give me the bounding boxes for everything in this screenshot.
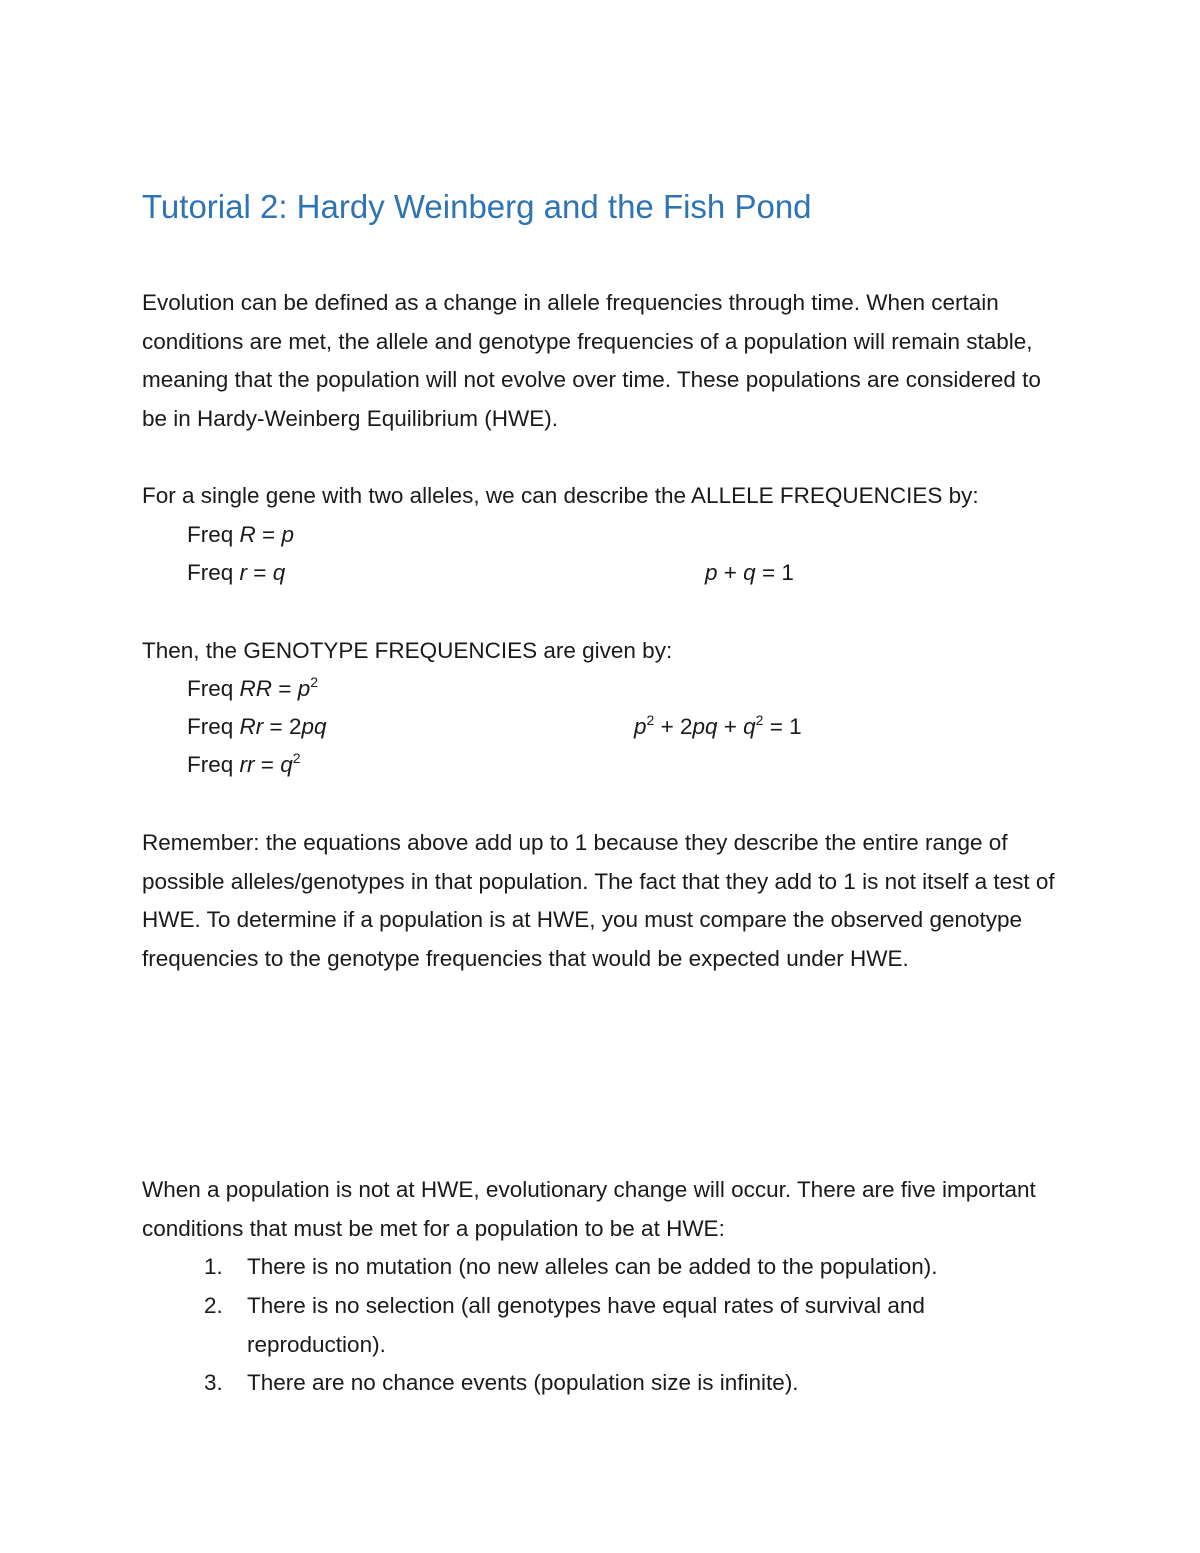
equals-one: = 1: [755, 560, 794, 585]
equals-sign: =: [263, 714, 289, 739]
exponent: 2: [646, 712, 655, 728]
equals-sign: =: [247, 560, 273, 585]
list-text: There is no mutation (no new alleles can be added to the population).: [247, 1254, 938, 1279]
genotype-lead-paragraph: Then, the GENOTYPE FREQUENCIES are given by:: [142, 638, 673, 663]
list-text: There are no chance events (population size is infinite).: [247, 1370, 799, 1395]
freq-Rr-line: [187, 708, 326, 747]
freq-word: Freq: [187, 676, 234, 701]
plus-two: + 2: [654, 714, 693, 739]
equals-sign: =: [254, 752, 281, 777]
equals-sign: =: [255, 522, 282, 547]
q-symbol: q: [743, 714, 756, 739]
p-symbol: p: [634, 714, 647, 739]
list-text: There is no selection (all genotypes have equal rates of survival and reproduction).: [247, 1293, 925, 1357]
genotype-sum-equation: [634, 708, 802, 747]
p-symbol: p: [705, 560, 718, 585]
freq-r-line: [187, 554, 285, 593]
freq-word: Freq: [187, 714, 234, 739]
freq-word: Freq: [187, 522, 234, 547]
freq-word: Freq: [187, 560, 234, 585]
freq-word: Freq: [187, 752, 234, 777]
remember-paragraph: Remember: the equations above add up to 1 because they describe the entire range of possible alleles/genotypes in that population. The fact that they add to 1 is not itself a test of HWE. To determine if a population is at HWE, you must compare the observed genotype frequencies to the genotype frequencies that would be expected under HWE.: [142, 830, 1055, 971]
allele-lead-paragraph: For a single gene with two alleles, we can describe the ALLELE FREQUENCIES by:: [142, 483, 979, 508]
p-symbol: p: [297, 676, 311, 701]
genotype-rr-symbol: rr: [239, 752, 255, 777]
intro-paragraph: Evolution can be defined as a change in allele frequencies through time. When certain conditions are met, the allele and genotype frequencies of a population will remain stable, meaning that the population will not evolve over time. These populations are considered to be in Hardy-Weinberg Equilibrium (HWE).: [142, 290, 1041, 431]
q-symbol: q: [743, 560, 756, 585]
freq-rr-line: [187, 746, 301, 785]
p-symbol: p: [281, 522, 294, 547]
page-title: Tutorial 2: Hardy Weinberg and the Fish Pond: [142, 188, 812, 225]
genotype-Rr-symbol: Rr: [239, 714, 264, 739]
list-number: 3.: [204, 1370, 223, 1395]
q-symbol: q: [280, 752, 293, 777]
exponent: 2: [292, 750, 301, 766]
pq-symbol: pq: [692, 714, 718, 739]
conditions-lead-paragraph: When a population is not at HWE, evolutionary change will occur. There are five important conditions that must be met for a population to be at HWE:: [142, 1177, 1036, 1241]
plus-sign: +: [717, 560, 744, 585]
freq-RR-line: [187, 670, 318, 709]
equals-one: = 1: [763, 714, 802, 739]
allele-sum-equation: [705, 554, 794, 593]
exponent: 2: [755, 712, 764, 728]
freq-R-line: [187, 516, 294, 555]
allele-r-symbol: r: [239, 560, 248, 585]
equals-sign: =: [272, 676, 298, 701]
list-number: 1.: [204, 1254, 223, 1279]
q-symbol: q: [272, 560, 286, 585]
pq-symbol: pq: [301, 714, 327, 739]
two-coefficient: 2: [288, 714, 302, 739]
exponent: 2: [310, 674, 318, 690]
genotype-RR-symbol: RR: [239, 676, 273, 701]
plus-sign: +: [717, 714, 744, 739]
allele-R-symbol: R: [239, 522, 256, 547]
list-number: 2.: [204, 1293, 223, 1318]
